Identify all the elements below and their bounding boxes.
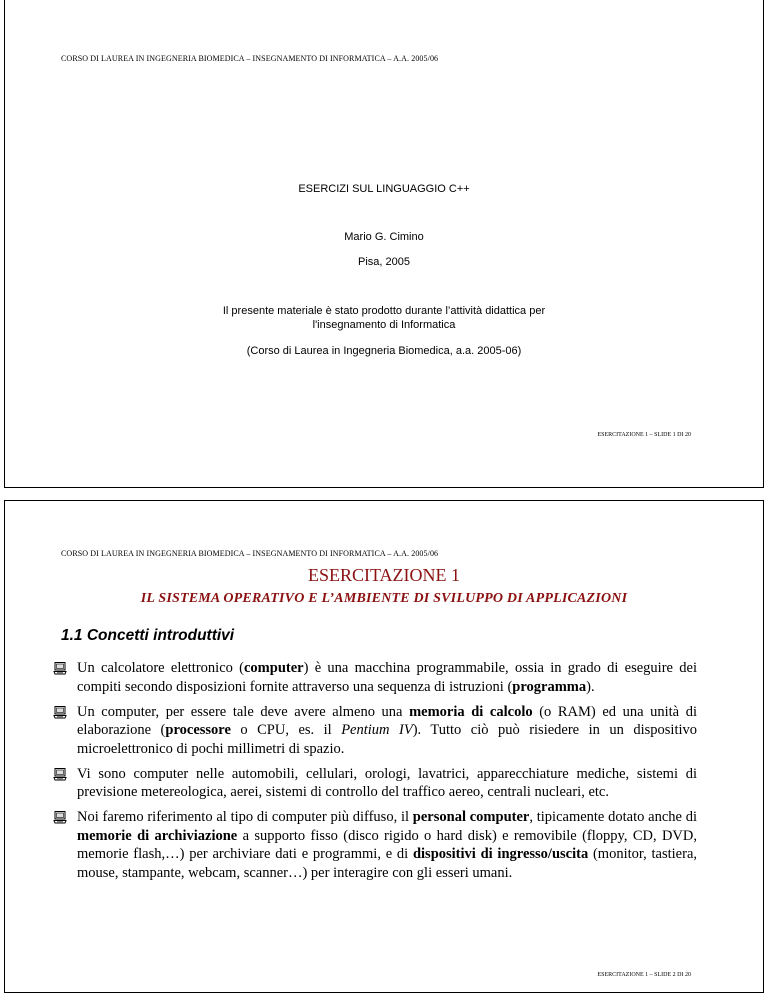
computer-icon [53, 810, 67, 824]
note-line-1: Il presente materiale è stato prodotto durante l’attività didattica per [222, 305, 546, 317]
bullet-text: ). [586, 678, 595, 695]
bullet-item [53, 659, 697, 696]
bold-term: processore [165, 722, 231, 738]
bullet-text: (o RAM) ed una unità di elaborazione ( [77, 703, 697, 738]
slide-header: CORSO DI LAUREA IN INGEGNERIA BIOMEDICA – INSEGNAMENTO DI INFORMATICA – A.A. 2005/06 [61, 549, 439, 558]
slide-2 [4, 500, 764, 993]
slide-header: CORSO DI LAUREA IN INGEGNERIA BIOMEDICA – INSEGNAMENTO DI INFORMATICA – A.A. 2005/06 [61, 54, 439, 63]
slide-footer: ESERCITAZIONE 1 – SLIDE 2 DI 20 [597, 972, 691, 978]
bold-term: dispositivi di ingresso/uscita [412, 846, 589, 862]
bullet-text: ) è una macchina programmabile, ossia in grado di eseguire dei compiti secondo disposizioni fornite attraverso una sequenza di istruzioni ( [77, 660, 697, 695]
italic-term: Pentium IV [341, 722, 413, 738]
section-heading: 1.1 Concetti introduttivi [61, 627, 235, 644]
slide-title: ESERCITAZIONE 1 [307, 565, 461, 585]
bullet-text: o CPU, es. il [230, 722, 342, 738]
bullet-text: Un computer, per essere tale deve avere almeno una [77, 703, 410, 720]
bold-term: memorie di archiviazione [77, 827, 238, 844]
document-title: ESERCIZI SUL LINGUAGGIO C++ [298, 183, 470, 195]
place-year: Pisa, 2005 [358, 256, 410, 268]
bullet-text: ). Tutto ciò può risiedere in un dispositivo microelettronico di pochi millimetri di spazio. [77, 722, 697, 757]
bullet-text: Un calcolatore elettronico ( [77, 660, 244, 676]
bullet-item [53, 808, 697, 882]
bullet-text: (monitor, tastiera, mouse, stampante, webcam, scanner…) per interagire con gli esseri umani. [77, 846, 698, 881]
bullet-text: Vi sono computer nelle automobili, cellulari, orologi, lavatrici, apparecchiature mediche, sistemi di previsione metereologica, aerei, sistemi di controllo del traffico aereo, centrali nucleari, etc. [77, 765, 697, 800]
bullet-item [53, 703, 697, 759]
computer-icon [53, 705, 67, 719]
bold-term: programma [512, 678, 587, 695]
bullet-item [53, 765, 697, 802]
bold-term: computer [244, 660, 304, 676]
bullet-text: Noi faremo riferimento al tipo di computer più diffuso, il [77, 809, 413, 825]
course-note: (Corso di Laurea in Ingegneria Biomedica, a.a. 2005-06) [246, 345, 522, 357]
bullet-text: , tipicamente dotato anche di [529, 809, 698, 825]
slide-1 [4, 0, 764, 488]
bullet-list [53, 659, 697, 889]
slide-footer: ESERCITAZIONE 1 – SLIDE 1 DI 20 [597, 432, 691, 438]
bold-term: personal computer [412, 809, 530, 825]
bold-term: memoria di calcolo [409, 703, 533, 720]
slide-subtitle: IL SISTEMA OPERATIVO E L’AMBIENTE DI SVILUPPO DI APPLICAZIONI [140, 591, 628, 606]
computer-icon [53, 661, 67, 675]
computer-icon [53, 767, 67, 781]
bullet-text: a supporto fisso (disco rigido o hard disk) e removibile (floppy, CD, DVD, memorie flash,…) per archiviare dati e programmi, e di [77, 827, 697, 862]
note-line-2: l'insegnamento di Informatica [312, 319, 456, 331]
author-name: Mario G. Cimino [344, 231, 424, 243]
